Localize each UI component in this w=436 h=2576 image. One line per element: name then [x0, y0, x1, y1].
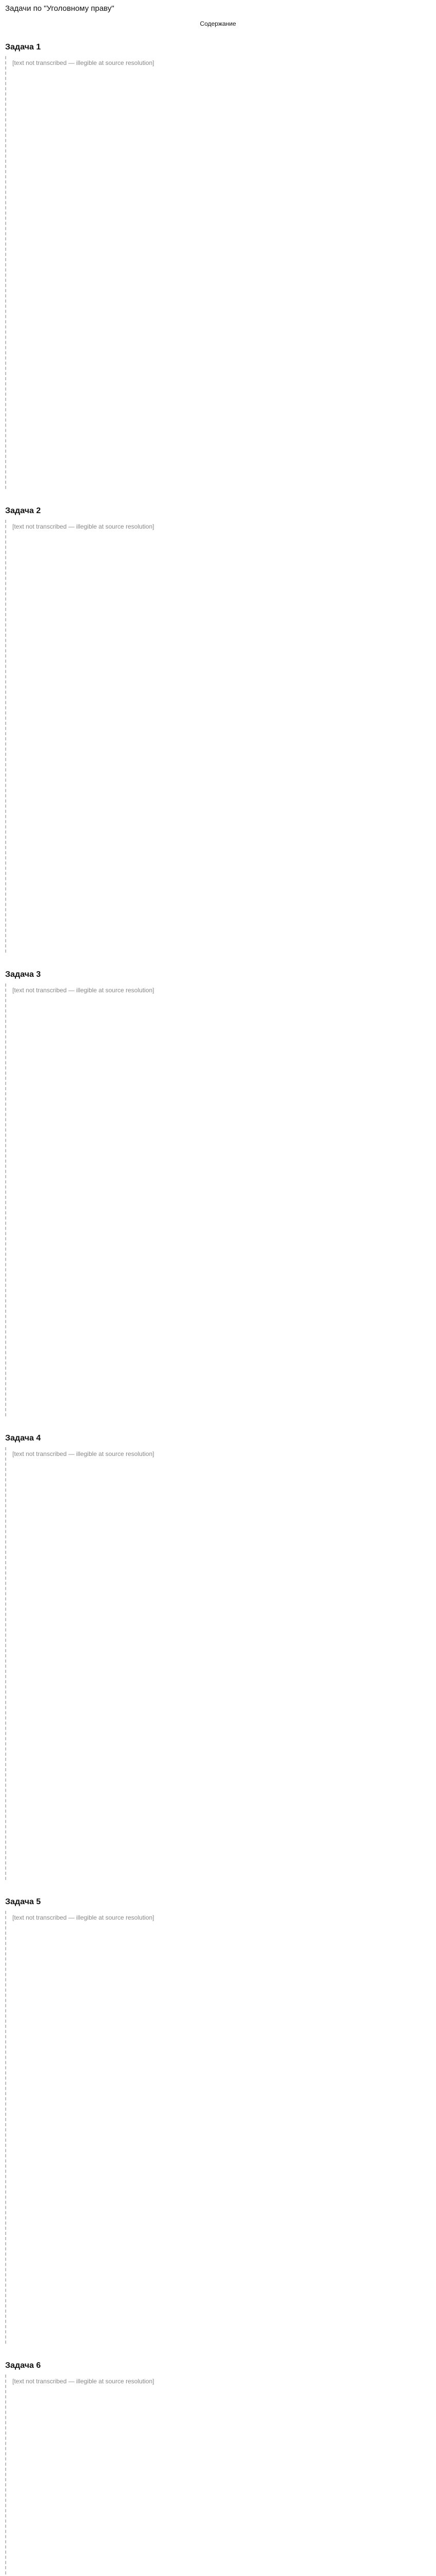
transcription-gap: [text not transcribed — illegible at source resolution] — [12, 1914, 154, 1921]
transcription-gap: [text not transcribed — illegible at source resolution] — [12, 987, 154, 994]
task-4-heading: Задача 4 — [5, 1434, 41, 1443]
transcription-gap: [text not transcribed — illegible at source resolution] — [12, 2378, 154, 2385]
task-2-section — [5, 506, 431, 970]
transcription-gap: [text not transcribed — illegible at source resolution] — [12, 1450, 154, 1458]
task-4-body — [5, 1447, 431, 1880]
task-3-section — [5, 970, 431, 1434]
task-2-heading: Задача 2 — [5, 506, 41, 515]
document-title: Задачи по "Уголовному праву" — [5, 4, 114, 13]
task-4-section — [5, 1434, 431, 1897]
task-1-heading: Задача 1 — [5, 43, 41, 52]
task-3-body — [5, 984, 431, 1416]
task-5-body — [5, 1911, 431, 2344]
task-6-body — [5, 2375, 431, 2576]
task-5-section — [5, 1897, 431, 2361]
task-6-heading: Задача 6 — [5, 2361, 41, 2370]
toc-label: Содержание — [200, 20, 236, 27]
task-5-heading: Задача 5 — [5, 1897, 41, 1906]
task-1-section — [5, 43, 431, 506]
transcription-gap: [text not transcribed — illegible at source resolution] — [12, 59, 154, 66]
transcription-gap: [text not transcribed — illegible at source resolution] — [12, 523, 154, 530]
task-1-body — [5, 56, 431, 489]
task-3-heading: Задача 3 — [5, 970, 41, 979]
task-2-body — [5, 520, 431, 953]
task-6-section — [5, 2361, 431, 2576]
